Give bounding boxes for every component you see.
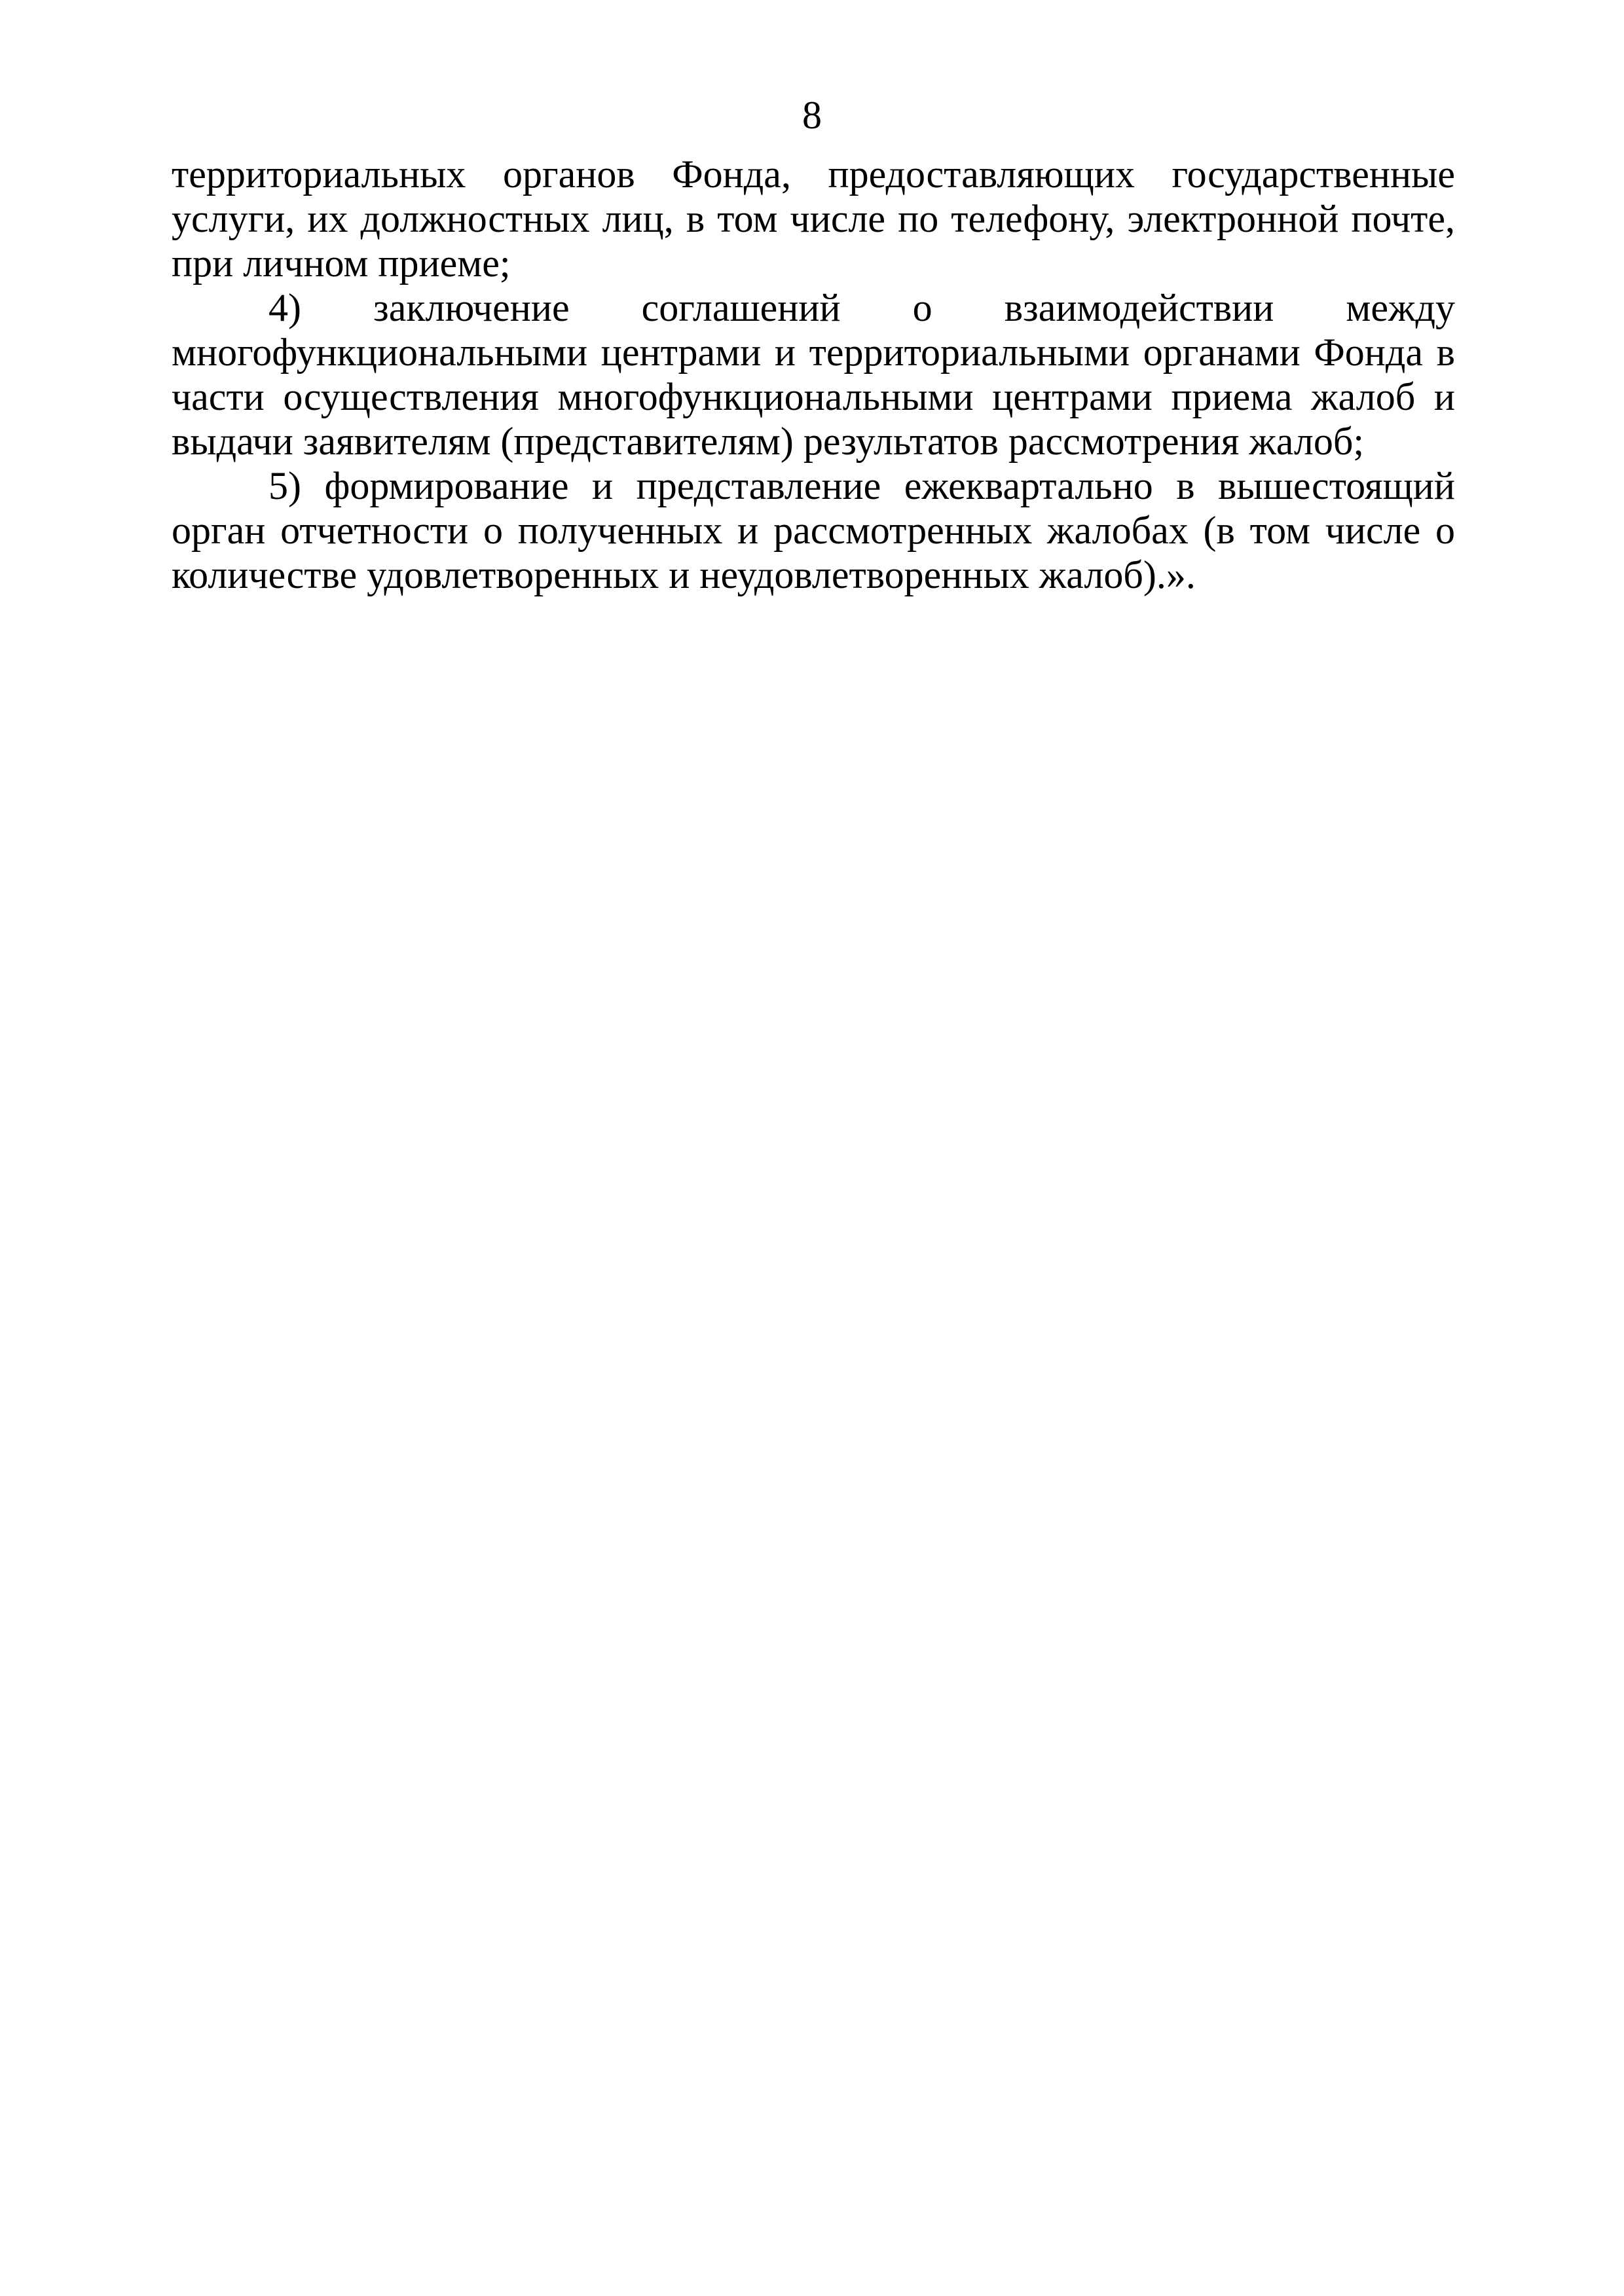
paragraph-item-5: 5) формирование и представление ежеквартально в вышестоящий орган отчетности о полученных и рассмотренных жалобах (в том числе о количестве удовлетворенных и неудовлетворенных жалоб).». xyxy=(172,464,1455,596)
page-number: 8 xyxy=(802,94,822,137)
paragraph-item-4: 4) заключение соглашений о взаимодействии между многофункциональными центрами и территориальными органами Фонда в части осуществления многофункциональными центрами приема жалоб и выдачи заявителям (представителям) результатов рассмотрения жалоб; xyxy=(172,286,1455,463)
paragraph-continuation: территориальных органов Фонда, предоставляющих государственные услуги, их должностных лиц, в том числе по телефону, электронной почте, при личном приеме; xyxy=(172,153,1455,285)
document-body xyxy=(172,152,1455,597)
